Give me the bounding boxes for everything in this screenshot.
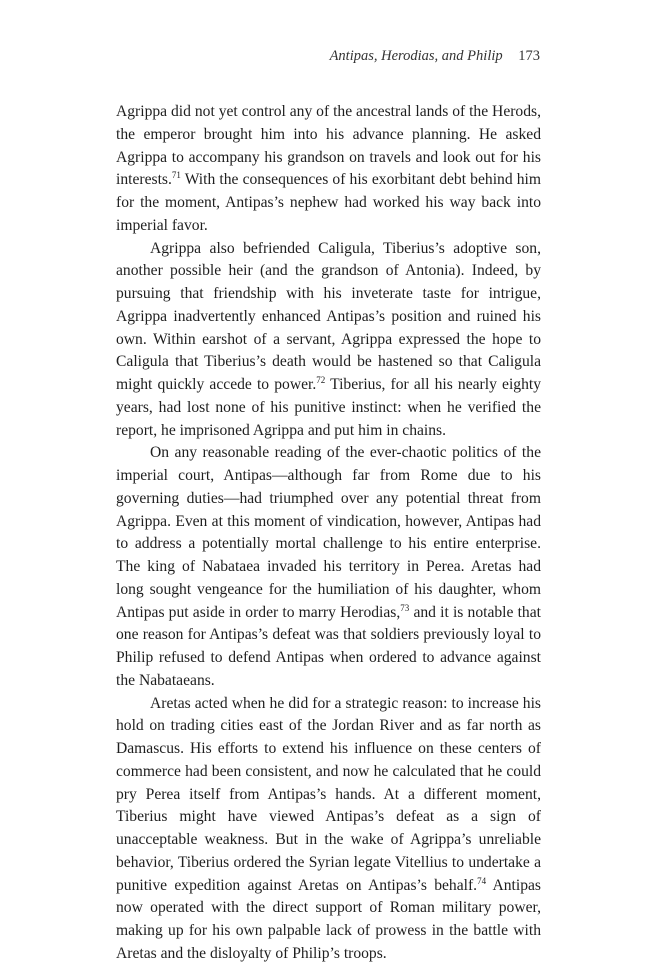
text-run: On any reasonable reading of the ever-chaotic politics of the imperial court, Antipas—although far from Rome due to his governing duties—had triumphed over any potential threat from Agrippa. Even at this moment of vindication, however, Antipas had to address a potentially mortal challenge to his entire enterprise. The king of Nabataea invaded his territory in Perea. Aretas had long sought vengeance for the humiliation of his daughter, whom Antipas put aside in order to marry Herodias, xyxy=(116,444,541,621)
footnote-ref-71: 71 xyxy=(171,170,181,181)
text-run: Agrippa also befriended Caligula, Tiberius’s adoptive son, another possible heir (and the grandson of Antonia). Indeed, by pursuing that friendship with his inveterate taste for intrigue, Agrippa inadvertently enhanced Antipas’s position and ruined his own. Within earshot of a servant, Agrippa expressed the hope to Caligula that Tiberius’s death would be hastened so that Caligula might quickly accede to power. xyxy=(116,239,541,393)
text-run: Antipas now operated with the direct support of Roman military power, making up for his own palpable lack of prowess in the battle with Aretas and the disloyalty of Philip’s troops. xyxy=(116,876,541,962)
paragraph xyxy=(116,101,541,238)
text-run: Tiberius, for all his nearly eighty years, had lost none of his punitive instinct: when he verified the report, he imprisoned Agrippa and put him in chains. xyxy=(116,376,541,439)
footnote-ref-73: 73 xyxy=(400,602,410,613)
text-run: With the consequences of his exorbitant debt behind him for the moment, Antipas’s nephew had worked his way back into imperial favor. xyxy=(116,171,541,234)
paragraph xyxy=(116,238,541,443)
footnote-ref-72: 72 xyxy=(316,375,326,385)
paragraph xyxy=(116,442,541,692)
text-run: Agrippa did not yet control any of the ancestral lands of the Herods, the emperor brought him into his advance planning. He asked Agrippa to accompany his grandson on travels and look out for his interests. xyxy=(116,103,541,189)
running-head xyxy=(330,48,540,65)
footnote-ref-74: 74 xyxy=(477,875,487,886)
paragraph xyxy=(116,693,541,966)
page-number: 173 xyxy=(518,48,540,64)
text-run: Aretas acted when he did for a strategic reason: to increase his hold on trading cities east of the Jordan River and as far north as Damascus. His efforts to extend his influence on these centers of commerce had been consistent, and now he calculated that he could pry Perea itself from Antipas’s hands. At a different moment, Tiberius might have viewed Antipas’s defeat as a sign of unacceptable weakness. But in the wake of Agrippa’s unreliable behavior, Tiberius ordered the Syrian legate Vitellius to undertake a punitive expedition against Aretas on Antipas’s behalf. xyxy=(116,694,541,894)
running-head-title: Antipas, Herodias, and Philip xyxy=(329,48,503,64)
body-text xyxy=(116,101,541,966)
text-run: and it is notable that one reason for Antipas’s defeat was that soldiers previously loyal to Philip refused to defend Antipas when ordered to advance against the Nabataeans. xyxy=(116,603,541,689)
